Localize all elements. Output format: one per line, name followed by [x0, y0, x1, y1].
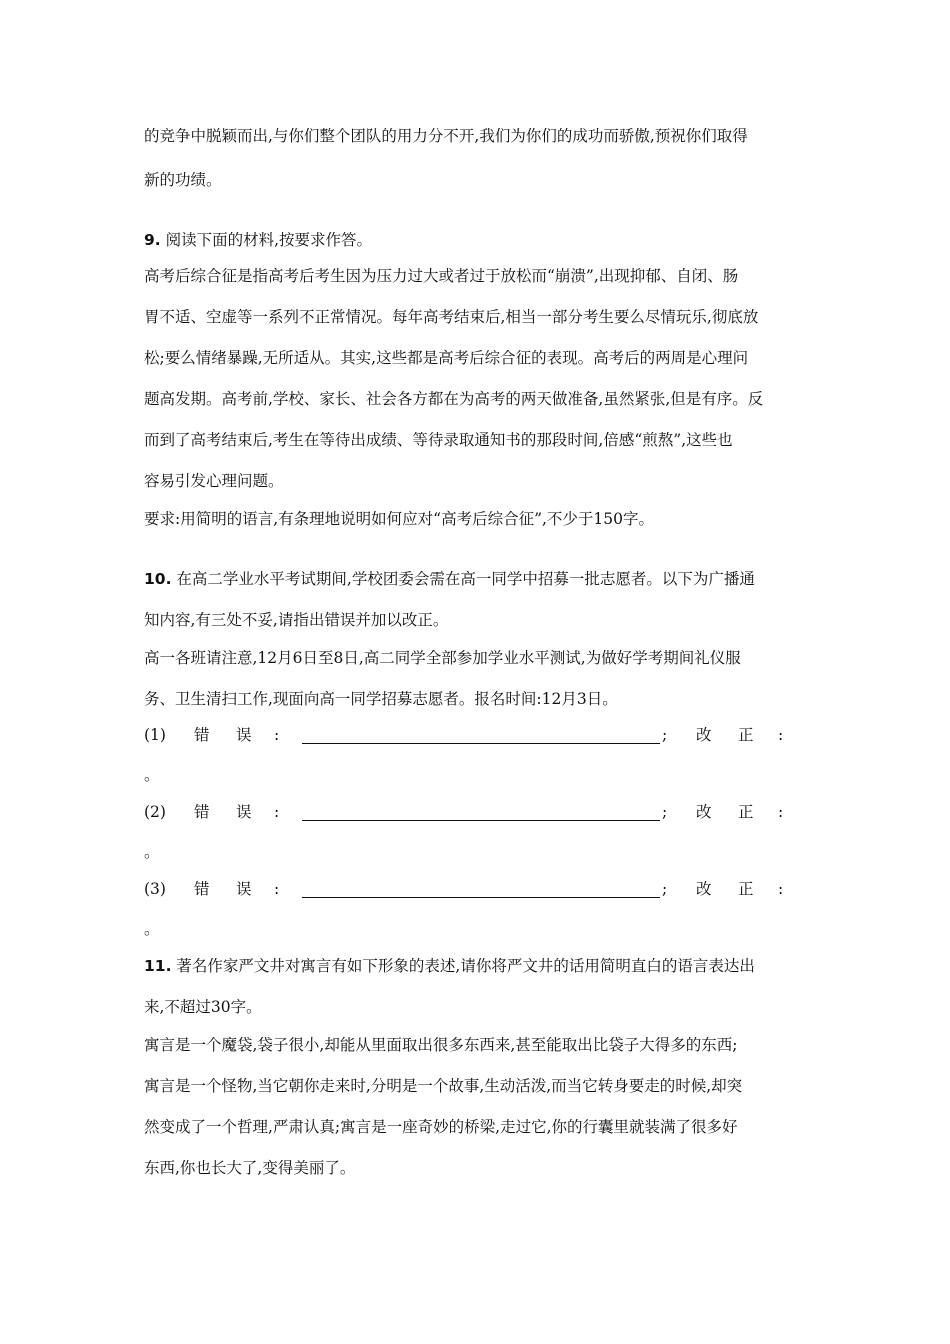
q11-quote-line-4: 东西,你也长大了,变得美丽了。 — [144, 1159, 356, 1177]
error-label-char: 错 — [194, 803, 210, 821]
error-colon: : — [274, 726, 280, 744]
q10-notice-line-2: 务、卫生清扫工作,现面向高一同学招募志愿者。报名时间:12月3日。 — [144, 690, 618, 708]
q9-material-line-1: 高考后综合征是指高考后考生因为压力过大或者过于放松而“崩溃”,出现抑郁、自闭、肠 — [144, 267, 739, 285]
q9-material-line-5: 而到了高考结束后,考生在等待出成绩、等待录取通知书的那段时间,倍感“煎熬”,这些也 — [144, 431, 733, 449]
answer-index: (1) — [144, 726, 166, 744]
error-blank-line[interactable] — [302, 897, 660, 898]
error-label-char: 误 — [236, 726, 252, 744]
fix-label-char: 改 — [696, 803, 712, 821]
q11-number: 11. — [144, 957, 172, 975]
error-label-char: 误 — [236, 880, 252, 898]
q10-answer-row-2 — [144, 800, 810, 824]
answer-index: (2) — [144, 803, 166, 821]
q9-requirement: 要求:用简明的语言,有条理地说明如何应对“高考后综合征”,不少于150字。 — [144, 510, 655, 528]
q9-material-line-6: 容易引发心理问题。 — [144, 472, 284, 490]
q9-material-line-3: 松;要么情绪暴躁,无所适从。其实,这些都是高考后综合征的表现。高考后的两周是心理问 — [144, 349, 749, 367]
intro-line-2: 新的功绩。 — [144, 171, 222, 189]
q10-answer-end-3: 。 — [144, 920, 160, 938]
error-label-char: 错 — [194, 726, 210, 744]
q9-prompt: 阅读下面的材料,按要求作答。 — [165, 231, 373, 249]
error-colon: : — [274, 880, 280, 898]
fix-label-char: 正 — [738, 726, 754, 744]
fix-label-char: 改 — [696, 880, 712, 898]
q10-notice-line-1: 高一各班请注意,12月6日至8日,高二同学全部参加学业水平测试,为做好学考期间礼仪服 — [144, 649, 741, 667]
q10-answer-row-3 — [144, 877, 810, 901]
q11-prompt-line-1 — [144, 954, 810, 978]
q10-answer-row-1 — [144, 723, 810, 747]
q10-prompt-line-2: 知内容,有三处不妥,请指出错误并加以改正。 — [144, 611, 449, 629]
separator: ; — [662, 726, 668, 744]
error-blank-line[interactable] — [302, 820, 660, 821]
fix-label-char: 改 — [696, 726, 712, 744]
q9-material-line-2: 胃不适、空虚等一系列不正常情况。每年高考结束后,相当一部分考生要么尽情玩乐,彻底放 — [144, 308, 759, 326]
q9-heading — [144, 228, 810, 252]
answer-index: (3) — [144, 880, 166, 898]
error-label-char: 错 — [194, 880, 210, 898]
fix-colon: : — [778, 726, 784, 744]
q10-number: 10. — [144, 570, 172, 588]
error-label-char: 误 — [236, 803, 252, 821]
q11-quote-line-2: 寓言是一个怪物,当它朝你走来时,分明是一个故事,生动活泼,而当它转身要走的时候,却突 — [144, 1077, 743, 1095]
error-blank-line[interactable] — [302, 743, 660, 744]
separator: ; — [662, 880, 668, 898]
fix-label-char: 正 — [738, 880, 754, 898]
q11-prompt-text: 著名作家严文井对寓言有如下形象的表述,请你将严文井的话用简明直白的语言表达出 — [176, 957, 755, 975]
q11-prompt-line-2: 来,不超过30字。 — [144, 998, 262, 1016]
q9-material-line-4: 题高发期。高考前,学校、家长、社会各方都在为高考的两天做准备,虽然紧张,但是有序。反 — [144, 390, 764, 408]
q9-number: 9. — [144, 231, 161, 249]
separator: ; — [662, 803, 668, 821]
q10-prompt-line-1 — [144, 567, 810, 591]
q11-quote-line-3: 然变成了一个哲理,严肃认真;寓言是一座奇妙的桥梁,走过它,你的行囊里就装满了很多好 — [144, 1118, 738, 1136]
error-colon: : — [274, 803, 280, 821]
q10-prompt-text: 在高二学业水平考试期间,学校团委会需在高一同学中招募一批志愿者。以下为广播通 — [176, 570, 755, 588]
fix-colon: : — [778, 880, 784, 898]
fix-colon: : — [778, 803, 784, 821]
q10-answer-end-1: 。 — [144, 766, 160, 784]
q10-answer-end-2: 。 — [144, 843, 160, 861]
intro-line-1: 的竞争中脱颖而出,与你们整个团队的用力分不开,我们为你们的成功而骄傲,预祝你们取得 — [144, 127, 748, 145]
q11-quote-line-1: 寓言是一个魔袋,袋子很小,却能从里面取出很多东西来,甚至能取出比袋子大得多的东西; — [144, 1036, 738, 1054]
fix-label-char: 正 — [738, 803, 754, 821]
